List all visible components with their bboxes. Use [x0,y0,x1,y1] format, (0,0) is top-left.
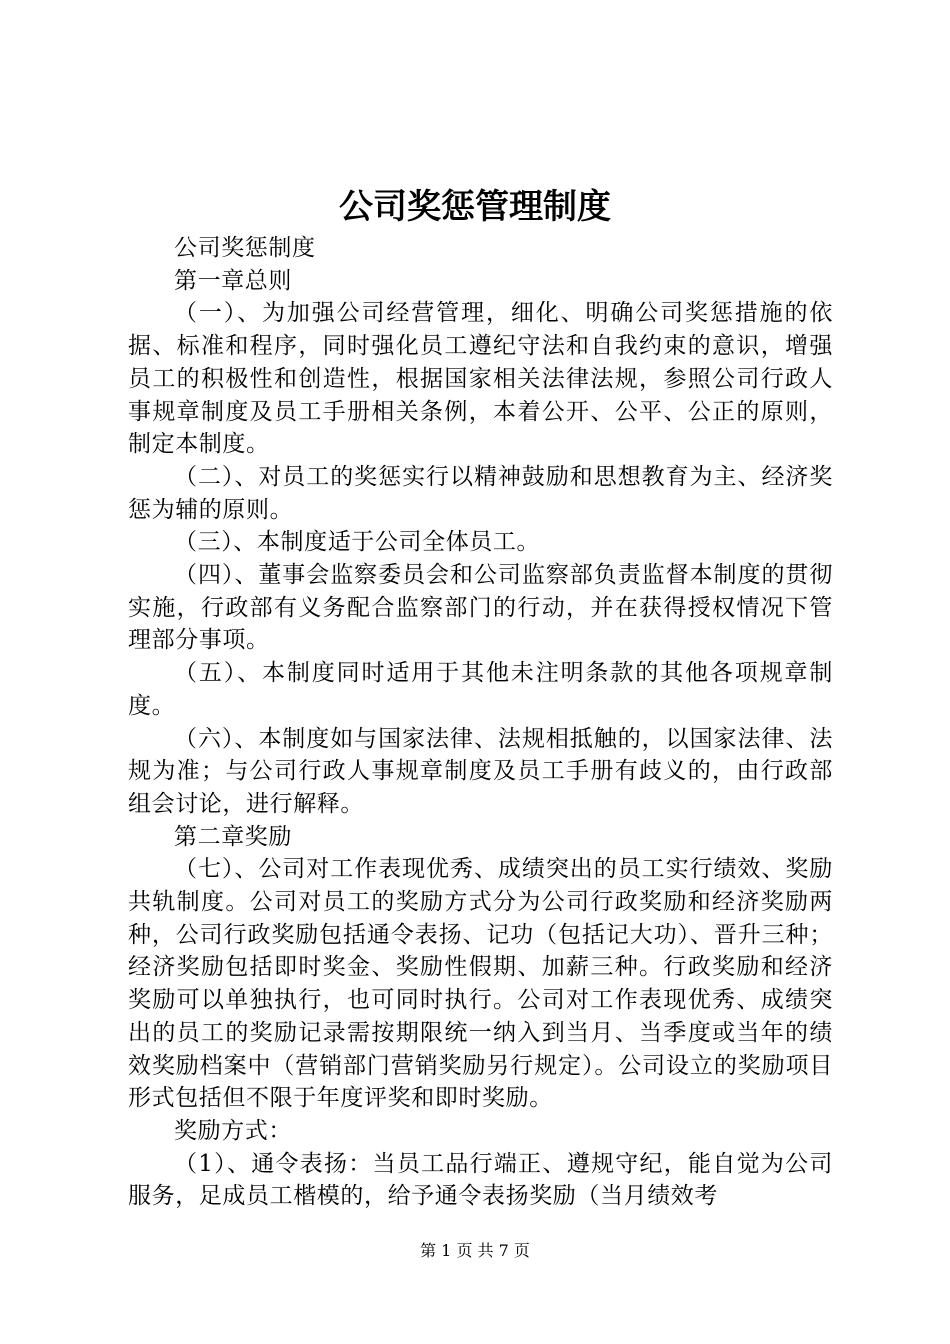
chapter-heading-2: 第二章奖励 [174,823,292,850]
paragraph-subtitle: 公司奖惩制度 [174,235,316,261]
paragraph: （三）、本制度适于公司全体员工。 [174,529,541,556]
document-body [128,232,833,1213]
paragraph: （一）、为加强公司经营管理，细化、明确公司奖惩措施的依据、标准和程序，同时强化员工遵纪守法和自我约束的意识，增强员工的积极性和创造性，根据国家相关法律法规，参照公司行政人事规章制度及员工手册相关条例，本着公开、公平、公正的原则，制定本制度。 [128,300,833,458]
paragraph: （五）、本制度同时适用于其他未注明条款的其他各项规章制度。 [128,660,833,719]
paragraph: （四）、董事会监察委员会和公司监察部负责监督本制度的贯彻实施，行政部有义务配合监察部门的行动，并在获得授权情况下管理部分事项。 [128,562,833,654]
paragraph: （七）、公司对工作表现优秀、成绩突出的员工实行绩效、奖励共轨制度。公司对员工的奖励方式分为公司行政奖励和经济奖励两种，公司行政奖励包括通令表扬、记功（包括记大功）、晋升三种；经济奖励包括即时奖金、奖励性假期、加薪三种。行政奖励和经济奖励可以单独执行，也可同时执行。公司对工作表现优秀、成绩突出的员工的奖励记录需按期限统一纳入到当月、当季度或当年的绩效奖励档案中（营销部门营销奖励另行规定）。公司设立的奖励项目形式包括但不限于年度评奖和即时奖励。 [128,856,833,1112]
document-title: 公司奖惩管理制度 [339,187,611,227]
paragraph: （六）、本制度如与国家法律、法规相抵触的，以国家法律、法规为准；与公司行政人事规章制度及员工手册有歧义的，由行政部组会讨论，进行解释。 [128,725,833,817]
paragraph: （1）、通令表扬：当员工品行端正、遵规守纪，能自觉为公司服务，足成员工楷模的，给予通令表扬奖励（当月绩效考 [128,1150,833,1210]
chapter-heading-1: 第一章总则 [174,267,292,294]
paragraph: 奖励方式： [174,1117,292,1144]
paragraph: （二）、对员工的奖惩实行以精神鼓励和思想教育为主、经济奖惩为辅的原则。 [128,463,833,523]
page-footer: 第 1 页 共 7 页 [420,1241,530,1260]
